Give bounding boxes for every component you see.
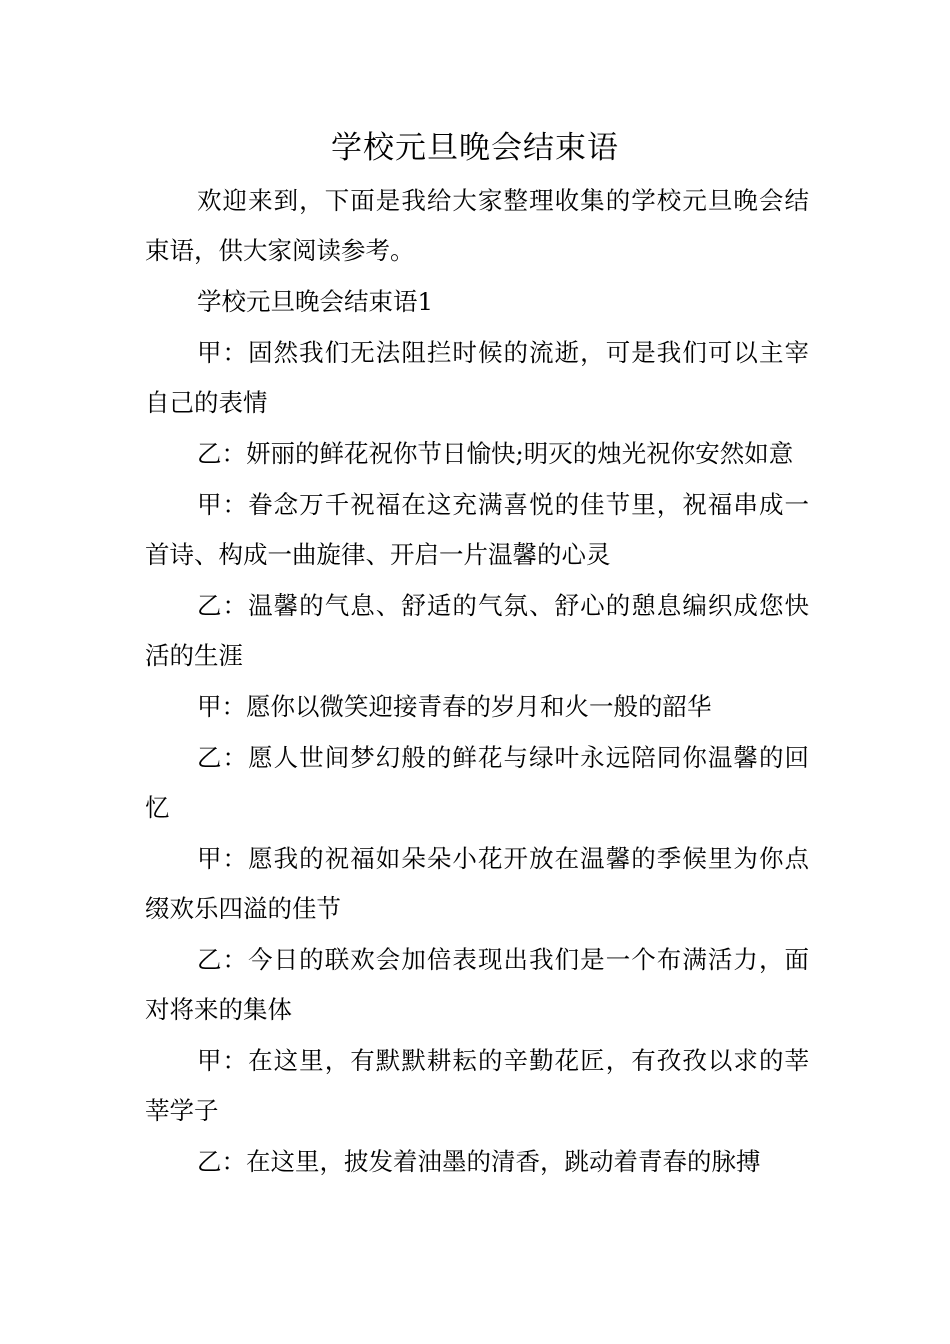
intro-paragraph: 欢迎来到，下面是我给大家整理收集的学校元旦晚会结束语，供大家阅读参考。 bbox=[145, 186, 809, 265]
document-body bbox=[145, 176, 809, 1188]
dialogue-line: 甲：固然我们无法阻拦时候的流逝，可是我们可以主宰自己的表情 bbox=[145, 338, 809, 417]
dialogue-line: 甲：愿你以微笑迎接青春的岁月和火一般的韶华 bbox=[197, 692, 712, 721]
dialogue-line: 乙：妍丽的鲜花祝你节日愉快;明灭的烛光祝你安然如意 bbox=[197, 439, 794, 468]
dialogue-line: 甲：在这里，有默默耕耘的辛勤花匠，有孜孜以求的莘莘学子 bbox=[145, 1046, 809, 1125]
dialogue-line: 乙：愿人世间梦幻般的鲜花与绿叶永远陪同你温馨的回忆 bbox=[145, 743, 809, 822]
dialogue-line: 乙：温馨的气息、舒适的气氛、舒心的憩息编织成您快活的生涯 bbox=[145, 591, 809, 670]
dialogue-line: 乙：在这里，披发着油墨的清香，跳动着青春的脉搏 bbox=[197, 1147, 761, 1176]
document-title: 学校元旦晚会结束语 bbox=[331, 130, 619, 166]
dialogue-line: 乙：今日的联欢会加倍表现出我们是一个布满活力，面对将来的集体 bbox=[145, 945, 809, 1024]
section-heading: 学校元旦晚会结束语1 bbox=[197, 287, 434, 316]
dialogue-line: 甲：愿我的祝福如朵朵小花开放在温馨的季候里为你点缀欢乐四溢的佳节 bbox=[145, 844, 809, 923]
dialogue-line: 甲：眷念万千祝福在这充满喜悦的佳节里，祝福串成一首诗、构成一曲旋律、开启一片温馨的心灵 bbox=[145, 490, 809, 569]
